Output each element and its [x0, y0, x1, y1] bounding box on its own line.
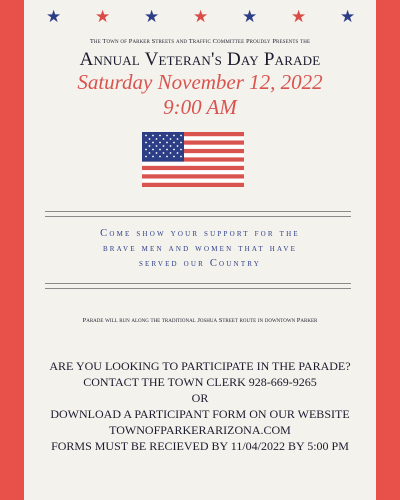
- presents-line: The Town of Parker Streets and Traffic Committee Proudly Presents the: [89, 38, 311, 45]
- support-message: [40, 226, 360, 271]
- event-title: Annual Veteran's Day Parade: [79, 49, 321, 70]
- event-date: Saturday November 12, 2022: [77, 70, 323, 94]
- us-flag-icon: [142, 132, 244, 187]
- event-time: 9:00 AM: [163, 95, 237, 119]
- route-note: Parade will run along the traditional Joshua Street route in downtown Parker: [82, 317, 318, 324]
- website-text: TOWNOFPARKERARIZONA.COM: [109, 423, 291, 437]
- support-line: Come show your support for the: [100, 228, 300, 239]
- info-line: FORMS MUST BE RECIEVED BY 11/04/2022 BY 5:00 PM: [51, 439, 349, 453]
- participation-info: [24, 358, 376, 454]
- info-line: ARE YOU LOOKING TO PARTICIPATE IN THE PARADE?: [49, 359, 351, 373]
- star-icon: ★: [46, 7, 62, 27]
- info-line: OR: [191, 391, 209, 405]
- star-row: [0, 6, 400, 30]
- support-line: served our Country: [138, 258, 262, 269]
- divider-line: [45, 211, 351, 212]
- left-red-border: [0, 0, 24, 500]
- info-line: DOWNLOAD A PARTICIPANT FORM ON OUR WEBSITE: [50, 407, 350, 421]
- star-icon: ★: [242, 7, 258, 27]
- star-icon: ★: [193, 7, 209, 27]
- info-line: CONTACT THE TOWN CLERK 928-669-9265: [83, 375, 317, 389]
- star-icon: ★: [144, 7, 160, 27]
- right-red-border: [376, 0, 400, 500]
- star-icon: ★: [291, 7, 307, 27]
- support-line: brave men and women that have: [102, 243, 298, 254]
- divider-line: [45, 216, 351, 217]
- divider-line: [45, 288, 351, 289]
- star-icon: ★: [95, 7, 111, 27]
- divider-line: [45, 283, 351, 284]
- star-icon: ★: [340, 7, 356, 27]
